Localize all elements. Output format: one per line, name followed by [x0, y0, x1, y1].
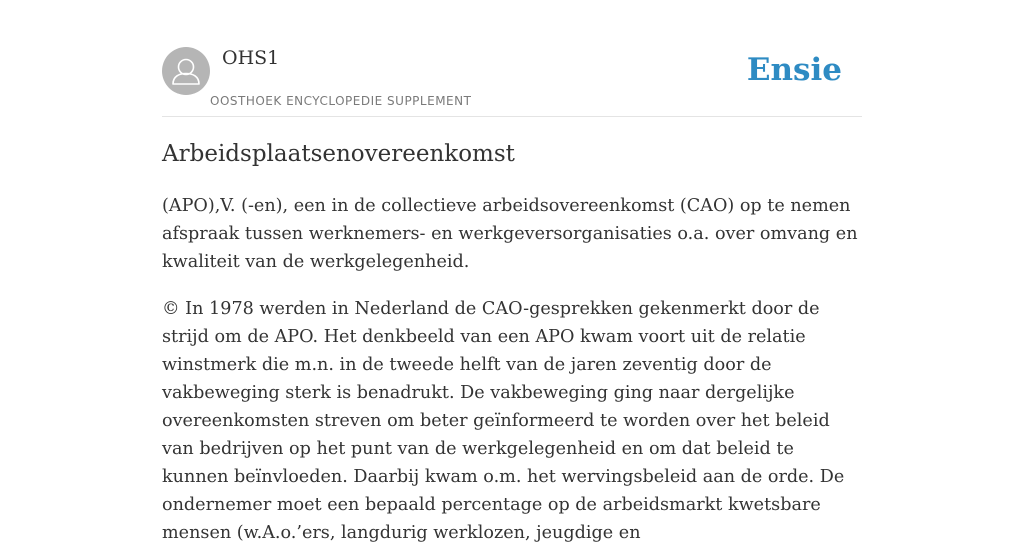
article-paragraph: (APO),V. (-en), een in de collectieve arbeidsovereenkomst (CAO) op te nemen afspraak tussen werknemers- en werkgeversorganisaties o.a. over omvang en kwaliteit van de werkgelegenheid. — [162, 196, 858, 272]
author-avatar[interactable] — [162, 47, 210, 95]
article-header — [162, 46, 862, 117]
user-silhouette-icon — [162, 47, 210, 95]
author-name[interactable]: OHS1 — [222, 47, 280, 69]
article-paragraph: © In 1978 werden in Nederland de CAO-gesprekken gekenmerkt door de strijd om de APO. Het denkbeeld van een APO kwam voort uit de relatie winstmerk die m.n. in de tweede helft van de jaren zeventig door de vakbeweging sterk is benadrukt. De vakbeweging ging naar dergelijke overeenkomsten streven om beter geïnformeerd te worden over het beleid van bedrijven op het punt van de werkgelegenheid en om dat beleid te kunnen beïnvloeden. Daarbij kwam o.m. het wervingsbeleid aan de orde. De ondernemer moet een bepaald percentage op de arbeidsmarkt kwetsbare mensen (w.A.o.’ers, langdurig werklozen, jeugdige en — [162, 299, 845, 543]
article-title: Arbeidsplaatsenovereenkomst — [162, 141, 515, 167]
source-label[interactable]: OOSTHOEK ENCYCLOPEDIE SUPPLEMENT — [210, 94, 472, 108]
brand-logo[interactable]: Ensie — [746, 52, 842, 88]
article-body — [162, 138, 862, 547]
